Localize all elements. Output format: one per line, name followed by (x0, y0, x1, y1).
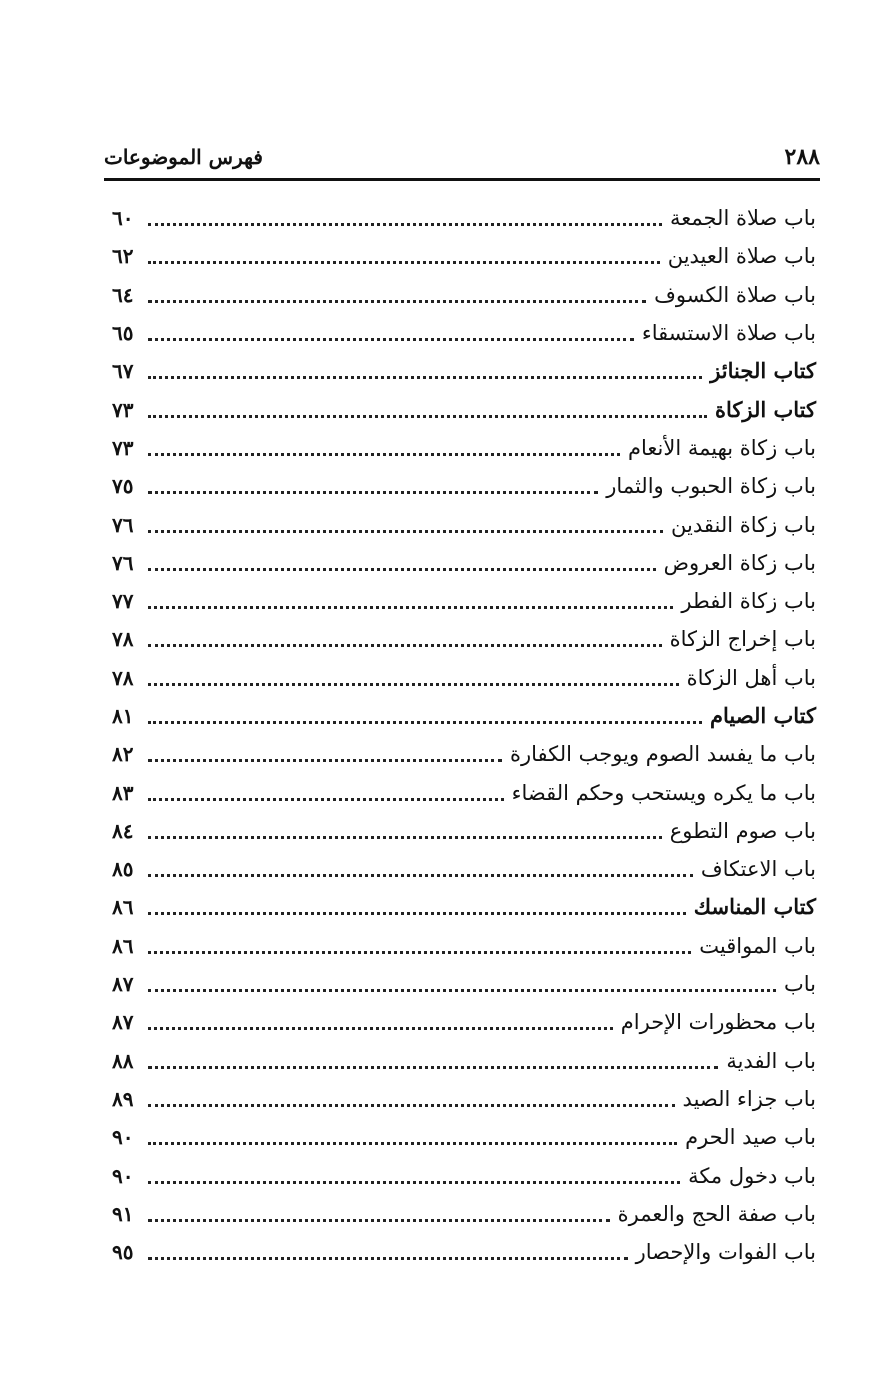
toc-entry-title: باب دخول مكة (688, 1163, 816, 1188)
page-header (104, 140, 820, 178)
table-of-contents (112, 199, 816, 1271)
toc-entry-title: باب صفة الحج والعمرة (617, 1201, 816, 1226)
toc-chapter-row (112, 812, 816, 850)
toc-chapter-row (112, 773, 816, 811)
toc-chapter-row (112, 1195, 816, 1233)
dot-leader (148, 988, 776, 992)
dot-leader (148, 797, 504, 801)
toc-entry-title: باب زكاة الحبوب والثمار (606, 474, 816, 499)
toc-book-row (112, 697, 816, 735)
toc-entry-title: كتاب الجنائز (710, 358, 816, 384)
toc-entry-page: ٧٨ (112, 665, 134, 690)
dot-leader (148, 1065, 718, 1069)
toc-chapter-row (112, 735, 816, 773)
toc-entry-page: ٦٢ (112, 244, 134, 269)
toc-entry-page: ٦٠ (112, 206, 134, 231)
toc-chapter-row (112, 1080, 816, 1118)
toc-entry-title: كتاب المناسك (693, 894, 816, 920)
toc-entry-title: باب صوم التطوع (669, 818, 816, 843)
toc-chapter-row (112, 1233, 816, 1271)
dot-leader (148, 720, 702, 724)
page-number: ٢٨٨ (784, 144, 820, 170)
toc-entry-page: ٧٣ (112, 397, 134, 422)
toc-entry-title: باب زكاة العروض (663, 550, 816, 575)
toc-entry-title: باب صلاة الكسوف (654, 282, 816, 307)
toc-chapter-row (112, 620, 816, 658)
dot-leader (148, 950, 691, 954)
toc-entry-page: ٦٧ (112, 359, 134, 384)
toc-book-row (112, 888, 816, 926)
toc-entry-title: باب زكاة بهيمة الأنعام (627, 435, 816, 460)
toc-entry-title: باب صلاة الاستسقاء (641, 321, 816, 346)
toc-entry-page: ٨٢ (112, 742, 134, 767)
toc-chapter-row (112, 505, 816, 543)
toc-entry-page: ٩٠ (112, 1163, 134, 1188)
dot-leader (148, 682, 679, 686)
toc-chapter-row (112, 582, 816, 620)
dot-leader (148, 414, 707, 418)
toc-chapter-row (112, 237, 816, 275)
dot-leader (148, 375, 702, 379)
toc-chapter-row (112, 1003, 816, 1041)
toc-chapter-row (112, 927, 816, 965)
dot-leader (148, 337, 634, 341)
dot-leader (148, 1180, 680, 1184)
toc-entry-title: كتاب الصيام (710, 703, 816, 728)
toc-entry-page: ٦٤ (112, 282, 134, 307)
toc-entry-page: ٨٦ (112, 933, 134, 958)
toc-entry-title: باب زكاة النقدين (671, 512, 816, 537)
toc-chapter-row (112, 1156, 816, 1194)
dot-leader (148, 758, 502, 762)
dot-leader (148, 1141, 677, 1145)
toc-entry-title: باب (783, 972, 816, 997)
dot-leader (148, 452, 620, 456)
toc-chapter-row (112, 467, 816, 505)
toc-entry-page: ٨٣ (112, 780, 134, 805)
dot-leader (148, 605, 673, 609)
dot-leader (148, 299, 646, 303)
toc-chapter-row (112, 1042, 816, 1080)
toc-chapter-row (112, 429, 816, 467)
toc-entry-page: ٨٩ (112, 1086, 134, 1111)
dot-leader (148, 643, 662, 647)
toc-entry-page: ٧٦ (112, 512, 134, 537)
toc-chapter-row (112, 199, 816, 237)
dot-leader (148, 260, 660, 264)
dot-leader (148, 1256, 628, 1260)
toc-book-row (112, 352, 816, 390)
toc-entry-title: باب صلاة الجمعة (669, 206, 816, 231)
toc-entry-title: باب جزاء الصيد (682, 1086, 816, 1111)
dot-leader (148, 911, 686, 915)
dot-leader (148, 873, 693, 877)
toc-entry-title: كتاب الزكاة (714, 396, 816, 422)
toc-entry-title: باب ما يفسد الصوم ويوجب الكفارة (510, 742, 816, 767)
dot-leader (148, 490, 598, 494)
dot-leader (148, 222, 662, 226)
dot-leader (148, 567, 656, 571)
toc-chapter-row (112, 1118, 816, 1156)
toc-entry-title: باب الفوات والإحصار (635, 1240, 816, 1265)
toc-entry-title: باب صلاة العيدين (667, 244, 816, 269)
toc-entry-title: باب المواقيت (699, 933, 816, 958)
toc-entry-page: ٩٥ (112, 1240, 134, 1265)
toc-entry-page: ٧٣ (112, 435, 134, 460)
toc-entry-page: ٩١ (112, 1201, 134, 1226)
toc-entry-title: باب ما يكره ويستحب وحكم القضاء (511, 780, 816, 805)
toc-entry-page: ٧٥ (112, 474, 134, 499)
toc-entry-title: باب محظورات الإحرام (620, 1010, 816, 1035)
toc-entry-title: باب إخراج الزكاة (669, 627, 816, 652)
toc-chapter-row (112, 850, 816, 888)
dot-leader (148, 1026, 613, 1030)
toc-entry-title: باب الفدية (726, 1048, 816, 1073)
toc-entry-page: ٦٥ (112, 321, 134, 346)
toc-entry-page: ٧٨ (112, 627, 134, 652)
toc-entry-page: ٨٧ (112, 1010, 134, 1035)
toc-entry-page: ٨٤ (112, 818, 134, 843)
toc-entry-title: باب زكاة الفطر (681, 589, 816, 614)
toc-entry-page: ٨٧ (112, 972, 134, 997)
toc-entry-page: ٨٦ (112, 895, 134, 920)
toc-chapter-row (112, 314, 816, 352)
toc-entry-page: ٩٠ (112, 1125, 134, 1150)
toc-entry-title: باب صيد الحرم (685, 1125, 816, 1150)
header-rule (104, 178, 820, 181)
toc-chapter-row (112, 276, 816, 314)
toc-entry-page: ٧٧ (112, 589, 134, 614)
toc-entry-page: ٨٥ (112, 857, 134, 882)
toc-book-row (112, 390, 816, 428)
toc-chapter-row (112, 544, 816, 582)
toc-chapter-row (112, 659, 816, 697)
toc-entry-title: باب الاعتكاف (700, 857, 816, 882)
toc-entry-page: ٨١ (112, 704, 134, 728)
dot-leader (148, 1218, 610, 1222)
running-title: فهرس الموضوعات (104, 145, 263, 169)
dot-leader (148, 1103, 675, 1107)
dot-leader (148, 835, 662, 839)
toc-entry-page: ٧٦ (112, 550, 134, 575)
toc-entry-title: باب أهل الزكاة (686, 665, 816, 690)
toc-entry-page: ٨٨ (112, 1048, 134, 1073)
dot-leader (148, 529, 663, 533)
toc-chapter-row (112, 965, 816, 1003)
